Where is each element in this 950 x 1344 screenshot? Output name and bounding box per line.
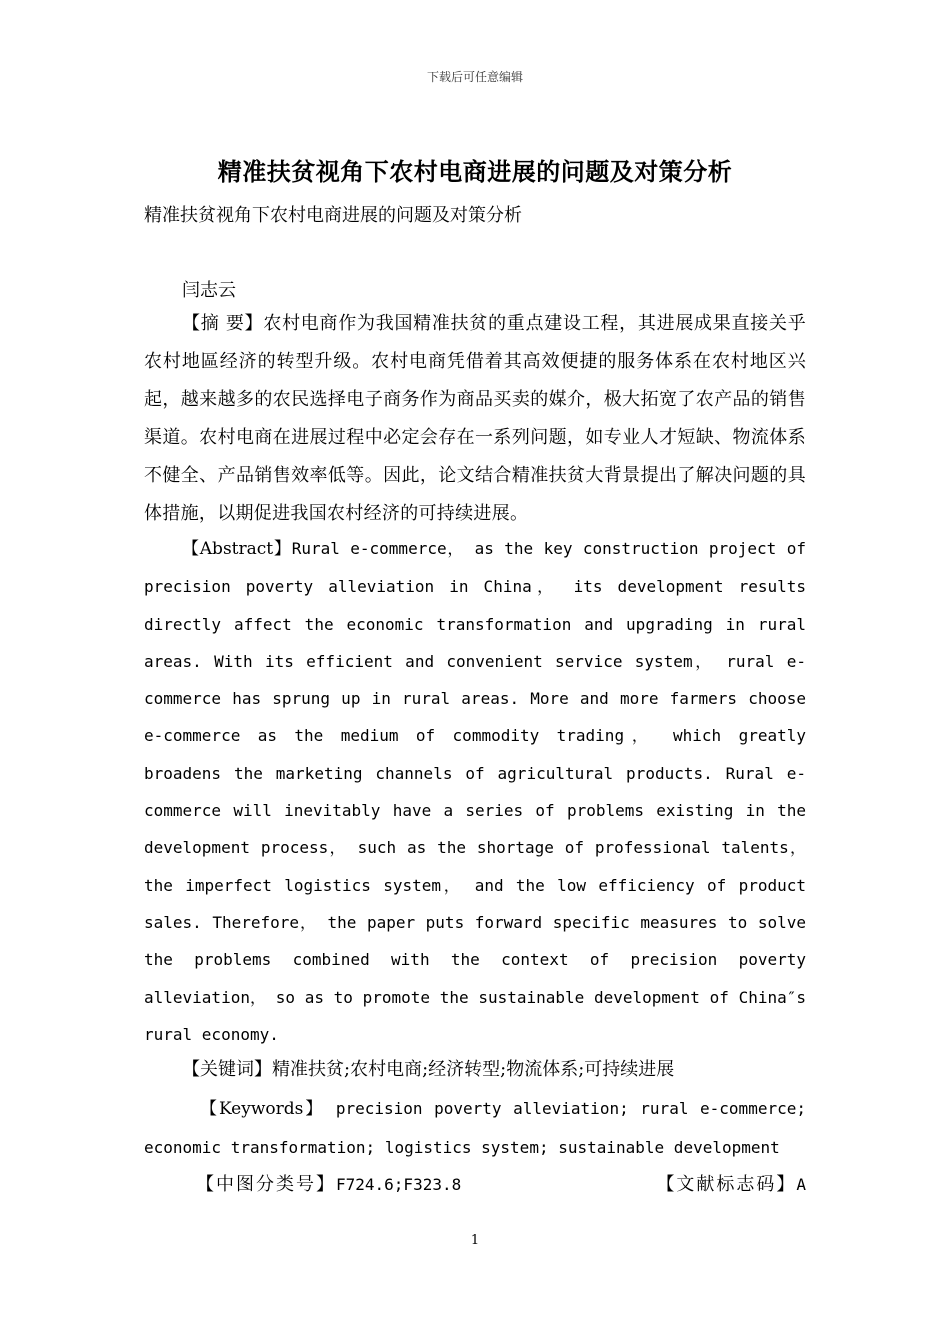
paper-subtitle: 精准扶贫视角下农村电商进展的问题及对策分析 [144, 205, 522, 226]
classification-number [196, 1170, 461, 1196]
page-number: 1 [470, 1233, 480, 1248]
keywords-chinese-label: 【关键词】 [182, 1059, 272, 1080]
keywords-english-text: precision poverty alleviation; rural e-commerce; economic transformation; logistics system; sustainable development [144, 1099, 806, 1157]
abstract-english [144, 530, 806, 1053]
keywords-english [144, 1090, 806, 1166]
abstract-chinese [144, 305, 806, 533]
document-code-label: 【文献标志码】 [656, 1174, 797, 1195]
keywords-chinese [182, 1055, 674, 1081]
keywords-chinese-text: 精准扶贫;农村电商;经济转型;物流体系;可持续进展 [272, 1059, 675, 1080]
header-note: 下载后可任意编辑 [426, 70, 523, 84]
paper-title: 精准扶贫视角下农村电商进展的问题及对策分析 [217, 157, 733, 186]
classification-label: 【中图分类号】 [196, 1174, 336, 1195]
keywords-english-label: 【Keywords】 [200, 1099, 325, 1119]
abstract-english-label: 【Abstract】 [182, 539, 292, 559]
abstract-chinese-text: 农村电商作为我国精准扶贫的重点建设工程，其进展成果直接关乎农村地區经济的转型升级。农村电商凭借着其高效便捷的服务体系在农村地区兴起，越来越多的农民选择电子商务作为商品买卖的媒介，极大拓宽了农产品的销售渠道。农村电商在进展过程中必定会存在一系列问题，如专业人才短缺、物流体系不健全、产品销售效率低等。因此，论文结合精准扶贫大背景提出了解决问题的具体措施，以期促进我国农村经济的可持续进展。 [144, 313, 806, 524]
document-code-value: A [796, 1175, 806, 1194]
abstract-english-text: Rural e-commerce， as the key construction project of precision poverty alleviation in China， its development results directly affect the economic transformation and upgrading in rural areas. With its efficient and convenient service system， rural e-commerce has sprung up in rural areas. More and more farmers choose e-commerce as the medium of commodity trading， which greatly broadens the marketing channels of agricultural products. Rural e-commerce will inevitably have a series of problems existing in the development process， such as the shortage of professional talents， the imperfect logistics system， and the low efficiency of product sales. Therefore， the paper puts forward specific measures to solve the problems combined with the context of precision poverty alleviation， so as to promote the sustainable development of China″s rural economy. [144, 539, 807, 1044]
document-code [656, 1170, 806, 1196]
author-name: 闫志云 [182, 280, 236, 301]
abstract-chinese-label: 【摘 要】 [182, 313, 264, 334]
classification-value: F724.6;F323.8 [336, 1175, 462, 1194]
